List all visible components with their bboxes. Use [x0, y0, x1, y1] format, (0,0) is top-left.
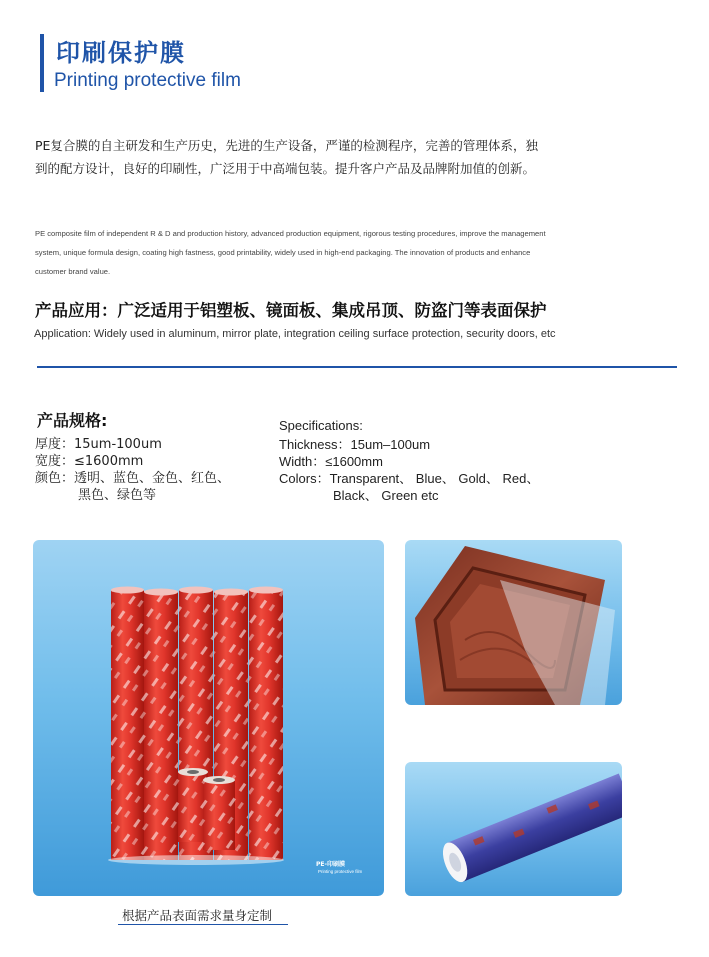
- page-title-zh: 印刷保护膜: [56, 39, 186, 67]
- spec-colors-en-cont: Black、 Green etc: [333, 488, 439, 503]
- photo-caption-zh: PE-印刷膜: [316, 861, 345, 868]
- specs-title-zh: 产品规格:: [37, 411, 108, 430]
- photo-caption-en: Printing protective film: [318, 869, 363, 874]
- footer-underline: [118, 924, 288, 925]
- spec-colors-en: Colors：Transparent、 Blue、 Gold、 Red、: [279, 471, 540, 486]
- spec-thickness-zh: 厚度：15um-100um: [35, 437, 162, 452]
- spec-colors-zh: 颜色：透明、蓝色、金色、红色、: [35, 471, 231, 486]
- spec-colors-zh-cont: 黑色、绿色等: [78, 488, 157, 503]
- red-rolls-illustration: [33, 540, 384, 896]
- section-divider: [37, 366, 677, 368]
- intro-text-en: PE composite film of independent R & D and production history, advanced production equipment, rigorous testing procedures, improve the management system, unique formula design, coating high fastness, good printability, widely used in high-end packaging. The innovation of products and enhance customer brand value.: [35, 229, 546, 276]
- spec-width-zh: 宽度：≤1600mm: [35, 454, 144, 469]
- specs-title-en: Specifications:: [279, 418, 363, 433]
- application-heading-zh: 产品应用：广泛适用于铝塑板、镜面板、集成吊顶、防盗门等表面保护: [35, 301, 547, 320]
- blue-film-roll-photo: [405, 762, 622, 896]
- intro-text-zh: PE复合膜的自主研发和生产历史，先进的生产设备，严谨的检测程序，完善的管理体系，独到的配方设计，良好的印刷性，广泛用于中高端包装。提升客户产品及品牌附加值的创新。: [35, 138, 538, 176]
- door-illustration: [405, 540, 622, 705]
- title-accent-bar: [40, 34, 44, 92]
- footer-note: 根据产品表面需求量身定制: [122, 908, 273, 923]
- wood-door-photo: [405, 540, 622, 705]
- blue-roll-illustration: [405, 762, 622, 896]
- application-text-en: Application: Widely used in aluminum, mirror plate, integration ceiling surface protection, security doors, etc: [34, 328, 556, 340]
- red-film-rolls-photo: [33, 540, 384, 896]
- spec-thickness-en: Thickness：15um–100um: [279, 437, 431, 452]
- spec-width-en: Width：≤1600mm: [279, 454, 383, 469]
- page-title-en: Printing protective film: [54, 70, 241, 91]
